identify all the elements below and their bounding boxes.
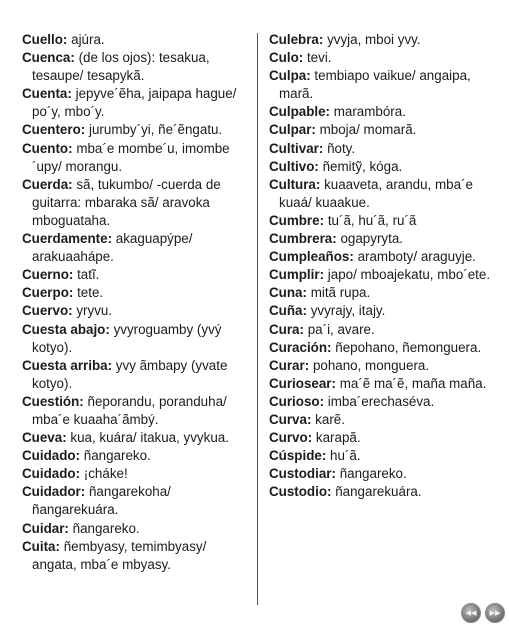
previous-page-button[interactable] — [461, 603, 481, 623]
dictionary-entry — [22, 230, 254, 266]
dictionary-entry — [269, 483, 501, 501]
entry-definition: (de los ojos): tesakua, tesaupe/ tesapykã. — [32, 50, 210, 84]
entry-term: Cuerdamente — [22, 231, 108, 247]
entry-colon: : — [319, 393, 325, 409]
entry-term: Cuenta — [22, 86, 68, 102]
entry-term: Curiosear — [269, 375, 332, 391]
dictionary-entry — [269, 465, 501, 483]
entry-term: Curvo — [269, 430, 308, 446]
dictionary-entry — [22, 85, 254, 121]
entry-colon: : — [319, 267, 325, 283]
entry-term: Cultivar — [269, 140, 319, 156]
dictionary-entry — [22, 49, 254, 85]
entry-term: Cuita — [22, 538, 56, 554]
entry-definition: ñangarekuára. — [335, 484, 422, 500]
dictionary-entry — [269, 266, 501, 284]
entry-definition: japo/ mboajekatu, mbo´ete. — [327, 267, 491, 283]
next-page-button[interactable] — [485, 603, 505, 623]
dictionary-entry — [269, 375, 501, 393]
entry-colon: : — [327, 484, 332, 500]
dictionary-entry — [269, 212, 501, 230]
entry-definition: marambóra. — [333, 104, 406, 120]
entry-term: Culpa — [269, 68, 307, 84]
entry-definition: mba´e mombe´u, imombe´upy/ morangu. — [32, 140, 230, 174]
entry-colon: : — [55, 538, 60, 554]
dictionary-entry — [269, 158, 501, 176]
next-page-icon: ▸▸ — [489, 606, 501, 619]
entry-term: Cuesta abajo — [22, 321, 106, 337]
entry-colon: : — [68, 176, 73, 192]
entry-colon: : — [302, 303, 307, 319]
dictionary-entry — [269, 302, 501, 320]
entry-colon: : — [68, 267, 74, 283]
entry-definition: kua, kuára/ itakua, yvykua. — [70, 430, 229, 446]
entry-colon: : — [80, 122, 86, 138]
entry-term: Culpable — [269, 104, 326, 120]
entry-colon: : — [318, 32, 324, 47]
dictionary-entry — [22, 321, 254, 357]
entry-colon: : — [105, 321, 110, 337]
entry-colon: : — [307, 430, 313, 446]
dictionary-entry — [22, 465, 254, 483]
entry-definition: yvyroguamby (yvý kotyo). — [32, 321, 222, 355]
entry-colon: : — [306, 68, 311, 84]
entry-definition: ma´ẽ ma´ẽ, maña maña. — [339, 375, 487, 391]
entry-definition: tete. — [77, 285, 104, 301]
dictionary-entry — [269, 140, 501, 158]
entry-term: Cúspide — [269, 448, 322, 464]
entry-term: Culpar — [269, 122, 312, 138]
entry-colon: : — [325, 104, 331, 120]
entry-definition: ñangareko. — [83, 448, 151, 464]
entry-definition: karẽ. — [315, 411, 345, 427]
dictionary-entry — [22, 121, 254, 139]
entry-definition: akaguapýpe/ arakuaaháре. — [32, 231, 193, 265]
entry-colon: : — [327, 339, 332, 355]
entry-term: Cuña — [269, 303, 303, 319]
entry-colon: : — [349, 249, 354, 265]
entry-term: Cuerda — [22, 176, 69, 192]
entry-term: Cumplir — [269, 267, 320, 283]
entry-colon: : — [107, 357, 113, 373]
dictionary-entry — [22, 483, 254, 519]
entry-definition: yvyja, mboi yvy. — [327, 32, 421, 47]
entry-colon: : — [80, 484, 86, 500]
dictionary-entry — [22, 266, 254, 284]
entry-colon: : — [68, 285, 74, 301]
entry-colon: : — [75, 466, 81, 482]
dictionary-entry — [22, 520, 254, 538]
entry-term: Culebra — [269, 32, 319, 47]
dictionary-entry — [269, 447, 501, 465]
entry-colon: : — [304, 357, 310, 373]
entry-definition: jurumby´yi, ñe´ẽngatu. — [88, 122, 223, 138]
entry-term: Curación — [269, 339, 328, 355]
entry-definition: ñepohano, ñemonguera. — [335, 339, 482, 355]
entry-definition: ñangareko. — [72, 520, 140, 536]
entry-term: Cuestión — [22, 393, 80, 409]
dictionary-entry — [22, 357, 254, 393]
entry-definition: hu´ã. — [330, 448, 361, 464]
dictionary-entry — [22, 393, 254, 429]
dictionary-entry — [22, 31, 254, 49]
entry-colon: : — [299, 321, 304, 337]
entry-colon: : — [314, 158, 319, 174]
entry-term: Cuentero — [22, 122, 81, 138]
entry-term: Curioso — [269, 393, 320, 409]
dictionary-entry — [269, 103, 501, 121]
dictionary-entry — [22, 284, 254, 302]
entry-definition: ñangareko. — [339, 466, 407, 482]
entry-term: Cultivo — [269, 158, 315, 174]
entry-colon: : — [331, 375, 336, 391]
page-navigation — [461, 603, 505, 623]
entry-definition: ñembyasy, temimbyasy/ angata, mba´e mbyasy. — [32, 538, 207, 572]
dictionary-entry — [269, 393, 501, 411]
dictionary-entry — [269, 176, 501, 212]
entry-colon: : — [318, 140, 324, 156]
dictionary-entry — [269, 357, 501, 375]
entry-colon: : — [302, 285, 307, 301]
entry-definition: ñemitỹ, kóga. — [322, 158, 403, 174]
entry-definition: tu´ã, hu´ã, ru´ã — [327, 212, 417, 228]
dictionary-entry — [22, 140, 254, 176]
entry-term: Culo — [269, 50, 299, 66]
entry-term: Cumbre — [269, 212, 320, 228]
entry-colon: : — [319, 212, 325, 228]
entry-term: Cuenca — [22, 50, 71, 66]
entry-term: Custodio — [269, 484, 328, 500]
entry-definition: yvy ãmbapy (yvate kotyo). — [32, 357, 228, 391]
entry-definition: mboja/ momarã. — [319, 122, 417, 138]
entry-term: Cuna — [269, 285, 303, 301]
entry-term: Curar — [269, 357, 305, 373]
entry-term: Cuello — [22, 32, 63, 47]
entry-term: Cueva — [22, 430, 63, 446]
entry-colon: : — [332, 231, 337, 247]
entry-definition: ¡cháke! — [83, 466, 128, 482]
entry-term: Cura — [269, 321, 300, 337]
entry-definition: pohano, monguera. — [312, 357, 430, 373]
entry-term: Custodiar — [269, 466, 332, 482]
right-column — [269, 31, 501, 501]
entry-definition: karapã. — [315, 430, 361, 446]
entry-definition: jepyve´ẽha, jaipapa hague/ po´y, mbo´y. — [32, 86, 237, 120]
left-column — [22, 31, 254, 574]
entry-definition: ñeporandu, poranduha/ mba´e kuaaha´ãmbý. — [32, 393, 227, 427]
dictionary-entry — [22, 538, 254, 574]
dictionary-entry — [22, 447, 254, 465]
entry-definition: mitã rupa. — [310, 285, 371, 301]
entry-term: Cumpleaños — [269, 249, 350, 265]
entry-definition: ñangarekoha/ ñangarekuára. — [32, 484, 171, 518]
dictionary-entry — [269, 31, 501, 49]
entry-definition: tatĩ. — [77, 267, 100, 283]
entry-colon: : — [298, 50, 304, 66]
entry-colon: : — [75, 448, 81, 464]
column-divider — [257, 33, 258, 605]
entry-term: Cuidar — [22, 520, 65, 536]
entry-definition: imba´erechaséva. — [327, 393, 435, 409]
entry-term: Cuesta arriba — [22, 357, 108, 373]
dictionary-entry — [269, 284, 501, 302]
entry-term: Cuerno — [22, 267, 69, 283]
entry-term: Cumbrera — [269, 231, 333, 247]
entry-definition: pa´i, avare. — [307, 321, 375, 337]
entry-colon: : — [70, 50, 75, 66]
entry-colon: : — [107, 231, 113, 247]
entry-definition: kuaaveta, arandu, mba´e kuaá/ kuaakue. — [279, 176, 473, 210]
entry-term: Cuento — [22, 140, 69, 156]
entry-definition: yryvu. — [76, 303, 113, 319]
entry-term: Cuidador — [22, 484, 81, 500]
entry-definition: aramboty/ araguyje. — [357, 249, 476, 265]
entry-definition: ñoty. — [327, 140, 356, 156]
entry-term: Curva — [269, 411, 307, 427]
dictionary-entry — [22, 429, 254, 447]
dictionary-entry — [269, 429, 501, 447]
entry-definition: tevi. — [306, 50, 332, 66]
entry-term: Cuidado — [22, 466, 76, 482]
entry-colon: : — [315, 176, 321, 192]
entry-definition: ogapyryta. — [340, 231, 403, 247]
dictionary-entry — [269, 321, 501, 339]
entry-colon: : — [79, 393, 84, 409]
entry-definition: yvyrajy, itajy. — [310, 303, 386, 319]
dictionary-entry — [22, 176, 254, 230]
dictionary-entry — [269, 339, 501, 357]
previous-page-icon: ◂◂ — [465, 606, 477, 619]
dictionary-entry — [269, 67, 501, 103]
entry-colon: : — [62, 32, 68, 47]
entry-colon: : — [68, 140, 73, 156]
entry-term: Cuervo — [22, 303, 69, 319]
entry-colon: : — [331, 466, 336, 482]
entry-definition: sã, tukumbo/ -cuerda de guitarra: mbaraka sã/ aravoka mboguataha. — [32, 176, 221, 228]
entry-term: Cuidado — [22, 448, 76, 464]
entry-definition: tembiapo vaikue/ angaipa, marã. — [279, 68, 471, 102]
dictionary-entry — [269, 121, 501, 139]
entry-colon: : — [311, 122, 316, 138]
entry-colon: : — [306, 411, 312, 427]
dictionary-entry — [22, 302, 254, 320]
entry-term: Cuerpo — [22, 285, 69, 301]
entry-colon: : — [64, 520, 69, 536]
entry-colon: : — [68, 303, 73, 319]
entry-colon: : — [67, 86, 72, 102]
entry-colon: : — [321, 448, 327, 464]
entry-colon: : — [62, 430, 67, 446]
dictionary-entry — [269, 248, 501, 266]
dictionary-entry — [269, 411, 501, 429]
entry-term: Cultura — [269, 176, 316, 192]
entry-definition: ajúra. — [71, 32, 105, 47]
dictionary-entry — [269, 49, 501, 67]
dictionary-entry — [269, 230, 501, 248]
